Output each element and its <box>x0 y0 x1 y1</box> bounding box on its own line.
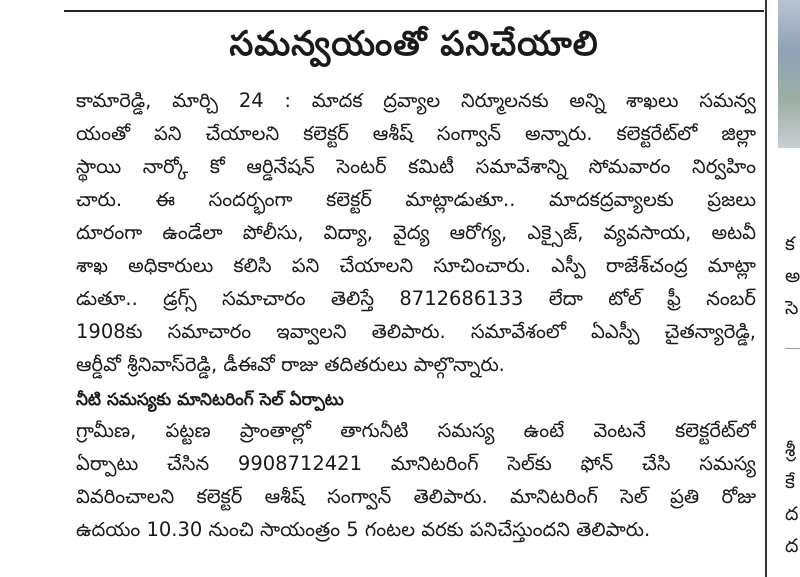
text-line: ఏర్పాటు చేసిన 9908712421 మానిటరింగ్ సెల్‌కు ఫోన్ చేసి సమస్య <box>76 452 756 475</box>
adjacent-photo <box>772 0 800 148</box>
fragment: క <box>785 233 795 255</box>
fragment: అ <box>785 265 800 287</box>
fragment: కే <box>785 471 795 493</box>
text-line: కామారెడ్డి, మార్చి 24 : మాదక ద్రవ్యాల నిర్మూలనకు అన్ని శాఖలు సమన్వ <box>76 89 756 112</box>
text-line: ఆర్డీవో శ్రీనివాస్‌రెడ్డి, డీఈవో రాజు తదితరులు పాల్గొన్నారు. <box>76 353 505 376</box>
fragment: ద <box>785 535 799 557</box>
top-rule <box>64 10 764 12</box>
text-line: 1908కు సమాచారం ఇవ్వాలని తెలిపారు. సమావేశంలో ఏఎస్పీ చైతన్యారెడ్డి, <box>76 320 756 343</box>
paragraph-2 <box>76 414 756 546</box>
fragment: సె <box>785 297 799 319</box>
fragment: శ్రీ <box>785 439 796 461</box>
article-body <box>76 84 756 546</box>
text-line: చారు. ఈ సందర్భంగా కలెక్టర్ మాట్లాడుతూ.. మాదకద్రవ్యాలకు ప్రజలు <box>76 188 756 211</box>
headline: సమన్వయంతో పనిచేయాలి <box>229 24 599 64</box>
adjacent-column-text <box>785 228 800 324</box>
text-line: గ్రామీణ, పట్టణ ప్రాంతాల్లో తాగునీటి సమస్య ఉంటే వెంటనే కలెక్టరేట్‌లో <box>76 419 756 442</box>
subheading: నీటి సమస్యకు మానిటరింగ్ సెల్ ఏర్పాటు <box>76 390 344 410</box>
adjacent-column-text <box>785 434 800 562</box>
text-line: ఉదయం 10.30 నుంచి సాయంత్రం 5 గంటల వరకు పనిచేస్తుందని తెలిపారు. <box>76 518 651 541</box>
text-line: యంతో పని చేయాలని కలెక్టర్ ఆశీష్ సంగ్వాన్ అన్నారు. కలెక్టరేట్‌లో జిల్లా <box>76 122 756 145</box>
column-rule <box>765 0 767 577</box>
text-line: డుతూ.. డ్రగ్స్ సమాచారం తెలిస్తే 8712686133 లేదా టోల్ ఫ్రీ నంబర్ <box>76 287 756 310</box>
fragment: ద <box>785 503 799 525</box>
text-line: దూరంగా ఉండేలా పోలీసు, విద్యా, వైద్య ఆరోగ్య, ఎక్సైజ్, వ్యవసాయ, అటవీ <box>76 221 756 244</box>
text-line: వివరించాలని కలెక్టర్ ఆశీష్ సంగ్వాన్ తెలిపారు. మానిటరింగ్ సెల్ ప్రతి రోజు <box>76 485 756 508</box>
gutter-rule <box>785 348 800 349</box>
text-line: స్థాయి నార్కో కో ఆర్డినేషన్ సెంటర్ కమిటీ సమావేశాన్ని సోమవారం నిర్వహిం <box>76 155 756 178</box>
text-line: శాఖ అధికారులు కలిసి పని చేయాలని సూచించారు. ఎస్పీ రాజేశ్‌చంద్ర మాట్లా <box>76 254 756 277</box>
paragraph-1 <box>76 84 756 381</box>
